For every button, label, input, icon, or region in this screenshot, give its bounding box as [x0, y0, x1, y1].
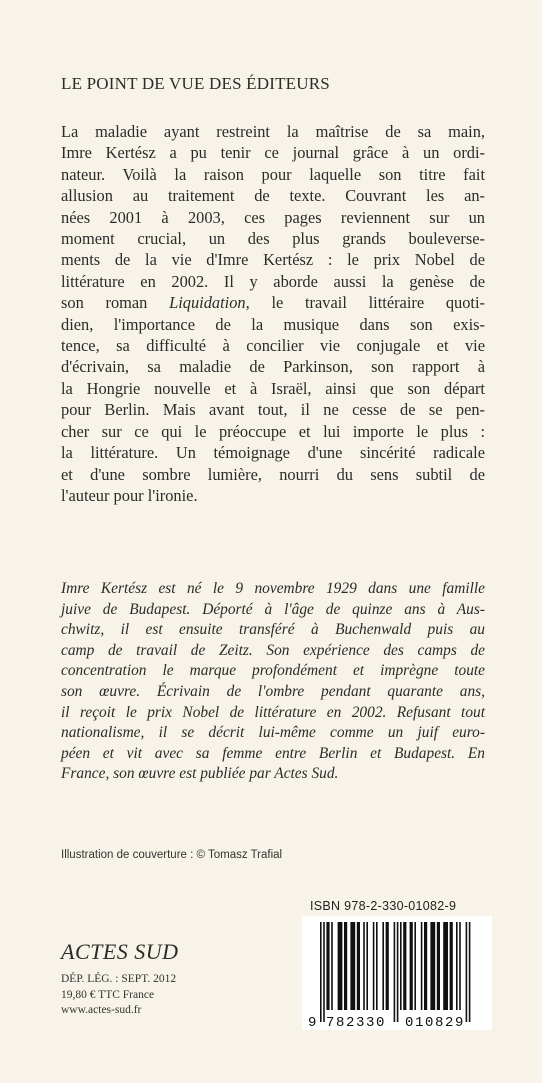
barcode-graphic	[302, 916, 492, 1030]
barcode-bar	[394, 922, 396, 1022]
barcode-bar	[430, 922, 435, 1010]
barcode-bar	[350, 922, 355, 1010]
barcode-bar	[376, 922, 378, 1010]
summary-line: nateur. Voilà la raison pour laquelle son titre fait	[61, 164, 485, 184]
price: 19,80 € TTC France	[61, 988, 155, 1001]
barcode-bar	[344, 922, 347, 1010]
publication-info	[61, 972, 176, 1019]
summary-line: la Hongrie nouvelle et à Israël, ainsi que son départ	[61, 378, 485, 398]
barcode-bar	[386, 922, 389, 1010]
summary-line: nées 2001 à 2003, ces pages reviennent sur un	[61, 207, 485, 227]
summary-line: l'auteur pour l'ironie.	[61, 485, 198, 505]
barcode-bar	[466, 922, 468, 1022]
publisher-name: ACTES SUD	[61, 939, 179, 964]
cover-credit: Illustration de couverture : © Tomasz Trafial	[61, 849, 283, 861]
barcode-bar	[382, 922, 384, 1010]
author-biography	[61, 579, 485, 785]
barcode-first-digit: 9	[308, 1015, 317, 1030]
barcode-bar	[456, 922, 458, 1010]
bio-line: nationalisme, il se décrit lui-même comme un juif euro-	[61, 724, 485, 742]
summary-line: Imre Kertész a pu tenir ce journal grâce à un ordi-	[61, 143, 485, 163]
barcode-bar	[459, 922, 461, 1010]
summary-line: allusion au traitement de texte. Couvrant les an-	[61, 186, 485, 206]
summary-line: tence, sa difficulté à concilier vie conjugale et vie	[61, 336, 485, 356]
publisher-website: www.actes-sud.fr	[61, 1004, 142, 1016]
barcode	[302, 916, 492, 1030]
bio-line: son œuvre. Écrivain de l'ombre pendant quarante ans,	[61, 682, 485, 700]
barcode-bar	[400, 922, 402, 1010]
barcode-left-digits: 782330	[326, 1015, 387, 1030]
barcode-bar	[320, 922, 322, 1022]
summary-line: moment crucial, un des plus grands bouleverse-	[61, 229, 485, 249]
bio-line: chwitz, il est ensuite transféré à Buchenwald puis au	[61, 621, 485, 639]
barcode-bar	[366, 922, 368, 1010]
summary-line: littérature en 2002. Il y aborde aussi la genèse de	[61, 271, 485, 291]
summary-line: son roman Liquidation, le travail littéraire quoti-	[61, 293, 485, 313]
bio-line: il reçoit le prix Nobel de littérature en 2002. Refusant tout	[61, 703, 485, 721]
barcode-bar	[437, 922, 440, 1010]
barcode-bar	[421, 922, 423, 1010]
summary-line: pour Berlin. Mais avant tout, il ne cesse de se pen-	[61, 400, 485, 420]
summary-line: et d'une sombre lumière, nourri du sens subtil de	[61, 464, 485, 484]
barcode-bar	[424, 922, 427, 1010]
barcode-bar	[443, 922, 448, 1010]
summary-line: la littérature. Un témoignage d'une sincérité radicale	[61, 443, 485, 463]
barcode-bar	[363, 922, 365, 1010]
barcode-bar	[357, 922, 360, 1010]
barcode-bar	[469, 922, 471, 1022]
barcode-bar	[338, 922, 343, 1010]
barcode-bar	[450, 922, 453, 1010]
barcode-bar	[373, 922, 375, 1010]
isbn-number: ISBN 978-2-330-01082-9	[310, 899, 457, 913]
barcode-bar	[397, 922, 399, 1022]
bio-line: France, son œuvre est publiée par Actes Sud.	[61, 765, 339, 783]
barcode-bar	[403, 922, 406, 1010]
bio-line: juive de Budapest. Déporté à l'âge de quinze ans à Aus-	[61, 600, 485, 618]
barcode-bar	[414, 922, 416, 1010]
barcode-bar	[331, 922, 333, 1010]
section-heading: LE POINT DE VUE DES ÉDITEURS	[61, 74, 330, 93]
summary-line: ments de la vie d'Imre Kertész : le prix Nobel de	[61, 250, 485, 270]
summary-line: La maladie ayant restreint la maîtrise de sa main,	[61, 122, 485, 141]
summary-line: dien, l'importance de la musique dans son exis-	[61, 314, 485, 334]
barcode-right-digits: 010829	[405, 1015, 466, 1030]
bio-line: concentration le marque profondément et imprègne toute	[61, 662, 485, 680]
summary-line: d'écrivain, sa maladie de Parkinson, son rapport à	[61, 357, 485, 377]
bio-line: Imre Kertész est né le 9 novembre 1929 dans une famille	[61, 580, 485, 597]
barcode-bar	[326, 922, 329, 1010]
barcode-bar	[410, 922, 413, 1010]
legal-deposit: DÉP. LÉG. : SEPT. 2012	[61, 973, 177, 985]
bio-line: péen et vit avec sa femme entre Berlin et Budapest. En	[61, 744, 485, 762]
barcode-bar	[323, 922, 325, 1022]
bio-line: camp de travail de Zeitz. Son expérience des camps de	[61, 641, 485, 659]
summary-line: cher sur ce qui le préoccupe et lui importe le plus :	[61, 421, 485, 441]
editors-summary	[61, 121, 485, 506]
